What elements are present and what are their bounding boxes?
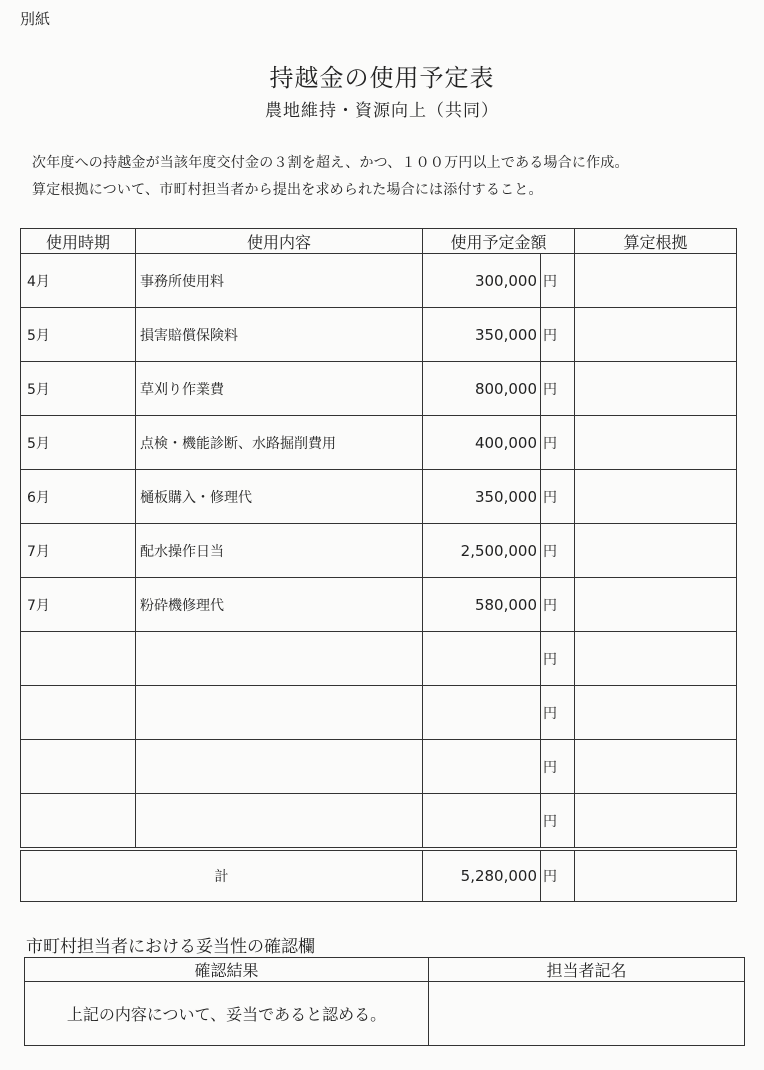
instruction-note-2: 算定根拠について、市町村担当者から提出を求められた場合には添付すること。 — [32, 182, 543, 198]
basis-cell — [575, 632, 737, 686]
amount-cell — [423, 740, 541, 794]
timing-cell: 4月 — [21, 254, 136, 308]
confirmation-title: 市町村担当者における妥当性の確認欄 — [26, 937, 315, 957]
content-cell — [136, 740, 423, 794]
basis-cell — [575, 362, 737, 416]
content-cell — [136, 794, 423, 850]
basis-cell — [575, 470, 737, 524]
amount-cell: 400,000 — [423, 416, 541, 470]
yen-unit: 円 — [541, 632, 575, 686]
content-cell: 樋板購入・修理代 — [136, 470, 423, 524]
yen-unit: 円 — [541, 740, 575, 794]
confirmation-name-header: 担当者記名 — [429, 958, 745, 982]
yen-unit: 円 — [541, 470, 575, 524]
column-header-basis: 算定根拠 — [575, 229, 737, 254]
basis-cell — [575, 254, 737, 308]
confirmation-header-row — [25, 958, 745, 982]
confirmation-result-header: 確認結果 — [25, 958, 429, 982]
yen-unit: 円 — [541, 308, 575, 362]
table-row — [21, 740, 737, 794]
timing-cell: 5月 — [21, 416, 136, 470]
content-cell: 損害賠償保険料 — [136, 308, 423, 362]
timing-cell — [21, 740, 136, 794]
instruction-note-1: 次年度への持越金が当該年度交付金の３割を超え、かつ、１００万円以上である場合に作成。 — [32, 155, 629, 171]
total-label: 計 — [21, 849, 423, 902]
usage-plan-table — [20, 228, 737, 902]
column-header-timing: 使用時期 — [21, 229, 136, 254]
yen-unit: 円 — [541, 578, 575, 632]
column-header-content: 使用内容 — [136, 229, 423, 254]
page-title: 持越金の使用予定表 — [269, 64, 495, 92]
amount-cell: 350,000 — [423, 470, 541, 524]
confirmation-name-cell — [429, 982, 745, 1046]
content-cell: 粉砕機修理代 — [136, 578, 423, 632]
content-cell: 配水操作日当 — [136, 524, 423, 578]
timing-cell — [21, 794, 136, 850]
yen-unit: 円 — [541, 416, 575, 470]
total-row — [21, 849, 737, 902]
table-row — [21, 308, 737, 362]
yen-unit: 円 — [541, 524, 575, 578]
timing-cell: 5月 — [21, 308, 136, 362]
content-cell: 点検・機能診断、水路掘削費用 — [136, 416, 423, 470]
timing-cell: 6月 — [21, 470, 136, 524]
timing-cell: 7月 — [21, 578, 136, 632]
amount-cell — [423, 686, 541, 740]
total-amount: 5,280,000 — [423, 849, 541, 902]
table-row — [21, 686, 737, 740]
timing-cell — [21, 686, 136, 740]
amount-cell: 350,000 — [423, 308, 541, 362]
basis-cell — [575, 578, 737, 632]
amount-cell — [423, 794, 541, 850]
amount-cell: 2,500,000 — [423, 524, 541, 578]
content-cell — [136, 686, 423, 740]
yen-unit: 円 — [541, 794, 575, 850]
content-cell: 事務所使用料 — [136, 254, 423, 308]
yen-unit: 円 — [541, 362, 575, 416]
content-cell: 草刈り作業費 — [136, 362, 423, 416]
basis-cell — [575, 416, 737, 470]
table-row — [21, 362, 737, 416]
table-row — [21, 470, 737, 524]
amount-cell: 300,000 — [423, 254, 541, 308]
timing-cell — [21, 632, 136, 686]
page-subtitle: 農地維持・資源向上（共同） — [265, 101, 499, 121]
content-cell — [136, 632, 423, 686]
amount-cell: 800,000 — [423, 362, 541, 416]
total-basis-cell — [575, 849, 737, 902]
yen-unit: 円 — [541, 849, 575, 902]
attachment-label: 別紙 — [20, 10, 51, 28]
basis-cell — [575, 794, 737, 850]
confirmation-body-row — [25, 982, 745, 1046]
amount-cell — [423, 632, 541, 686]
confirmation-table — [24, 957, 745, 1046]
table-row — [21, 794, 737, 850]
amount-cell: 580,000 — [423, 578, 541, 632]
timing-cell: 7月 — [21, 524, 136, 578]
table-header-row — [21, 229, 737, 254]
yen-unit: 円 — [541, 686, 575, 740]
column-header-amount: 使用予定金額 — [423, 229, 575, 254]
table-row — [21, 578, 737, 632]
basis-cell — [575, 524, 737, 578]
table-row — [21, 632, 737, 686]
table-row — [21, 524, 737, 578]
table-row — [21, 416, 737, 470]
basis-cell — [575, 686, 737, 740]
basis-cell — [575, 740, 737, 794]
table-row — [21, 254, 737, 308]
yen-unit: 円 — [541, 254, 575, 308]
timing-cell: 5月 — [21, 362, 136, 416]
confirmation-result-text: 上記の内容について、妥当であると認める。 — [25, 982, 429, 1046]
basis-cell — [575, 308, 737, 362]
